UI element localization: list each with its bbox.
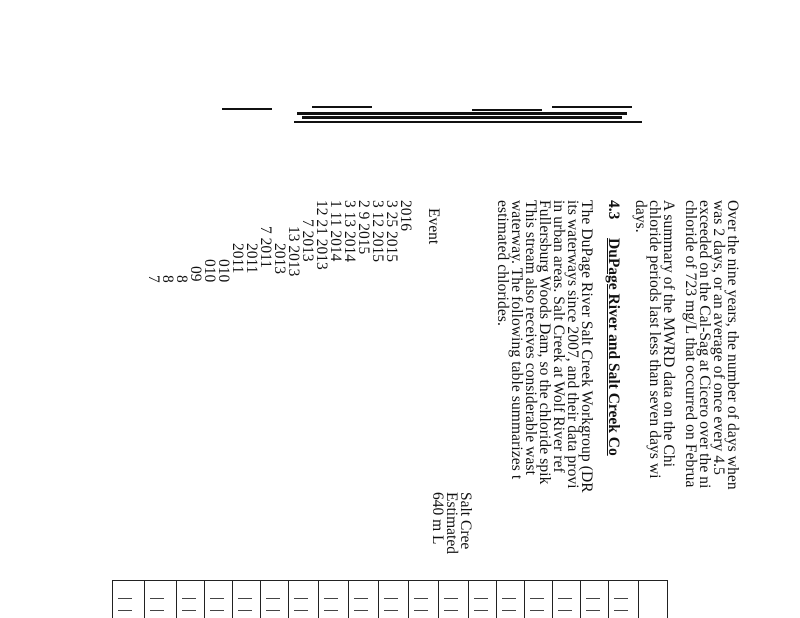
paragraph-1-line-1: Over the nine years, the number of days when xyxy=(724,200,741,490)
section-number: 4.3 xyxy=(605,200,622,220)
paragraph-1-line-2: was 2 days, or an average of once every 4.5 xyxy=(710,200,727,476)
event-item: 12 21 2013 xyxy=(313,200,330,270)
table-col-header-line-3: 640 m L xyxy=(429,492,446,545)
table-column-edge xyxy=(667,580,668,618)
event-item: 8 xyxy=(173,275,190,283)
event-item: 3 25 2015 xyxy=(383,200,400,262)
event-item: 13 2013 xyxy=(285,226,302,277)
paragraph-3-line-7: estimated chlorides. xyxy=(494,200,511,326)
table-column-edge xyxy=(408,580,409,618)
rotated-document-page xyxy=(40,200,740,618)
event-item: 010 xyxy=(201,259,218,283)
paragraph-2-line-3: days. xyxy=(632,200,649,233)
table-column-edge xyxy=(144,580,145,618)
table-event-header: Event xyxy=(425,208,442,245)
table-column-edge xyxy=(580,580,581,618)
event-item: 1 11 2014 xyxy=(327,200,344,262)
paragraph-1-line-3: exceeded on the Cal-Sag at Cicero over the ni xyxy=(696,200,713,489)
paragraph-3-line-6: waterway. The following table summarizes t xyxy=(508,200,525,480)
paragraph-3-line-2: its waterways since 2007, and their data provi xyxy=(564,200,581,489)
event-item: 7 2011 xyxy=(257,226,274,269)
paragraph-3-line-3: in urban areas. Salt Creek at Wolf River ref xyxy=(550,200,567,473)
table-column-edge xyxy=(348,580,349,618)
table-column-edge xyxy=(524,580,525,618)
table-column-edge xyxy=(496,580,497,618)
table-top-rule xyxy=(112,580,668,581)
table-column-edge xyxy=(638,580,639,618)
table-column-edge xyxy=(176,580,177,618)
table-column-edge xyxy=(608,580,609,618)
table-column-edge xyxy=(204,580,205,618)
event-item: 2011 xyxy=(229,243,246,274)
event-item: 2 9 2015 xyxy=(355,200,372,255)
table-column-edge xyxy=(318,580,319,618)
table-column-edge xyxy=(552,580,553,618)
table-column-edge xyxy=(112,580,113,618)
event-item: 7 2013 xyxy=(299,219,316,262)
event-item: 09 xyxy=(187,266,204,282)
paragraph-3-line-4: Fullersburg Woods Dam, so the chloride spik xyxy=(536,200,553,485)
event-item: 8 xyxy=(159,275,176,283)
section-title: DuPage River and Salt Creek Co xyxy=(605,238,622,456)
table-grid-edge xyxy=(112,580,668,618)
paragraph-2-line-1: A summary of the MWRD data on the Chi xyxy=(660,200,677,468)
event-item: 2011 xyxy=(243,243,260,274)
paragraph-3-line-1: The DuPage River Salt Creek Workgroup (DR xyxy=(578,200,595,493)
section-heading xyxy=(604,200,622,456)
scan-artifact-bars xyxy=(222,100,642,130)
table-column-edge xyxy=(438,580,439,618)
table-column-edge xyxy=(232,580,233,618)
table-column-edge xyxy=(260,580,261,618)
event-item: 010 xyxy=(215,259,232,283)
table-column-edge xyxy=(468,580,469,618)
table-col-header-line-2: Estimated xyxy=(443,492,460,554)
paragraph-3-line-5: This stream also receives considerable wast xyxy=(522,200,539,476)
paragraph-1-line-4: chloride of 723 mg/L that occurred on Februa xyxy=(682,200,699,488)
event-item: 3 12 2015 xyxy=(369,200,386,262)
event-item: 2016 xyxy=(397,200,414,231)
event-item: 2013 xyxy=(271,243,288,274)
event-item: 3 13 2014 xyxy=(341,200,358,262)
table-col-header-line-1: Salt Cree xyxy=(457,492,474,550)
event-item: 7 xyxy=(145,275,162,283)
paragraph-2-line-2: chloride periods last less than seven days wi xyxy=(646,200,663,479)
table-column-edge xyxy=(288,580,289,618)
table-column-edge xyxy=(378,580,379,618)
